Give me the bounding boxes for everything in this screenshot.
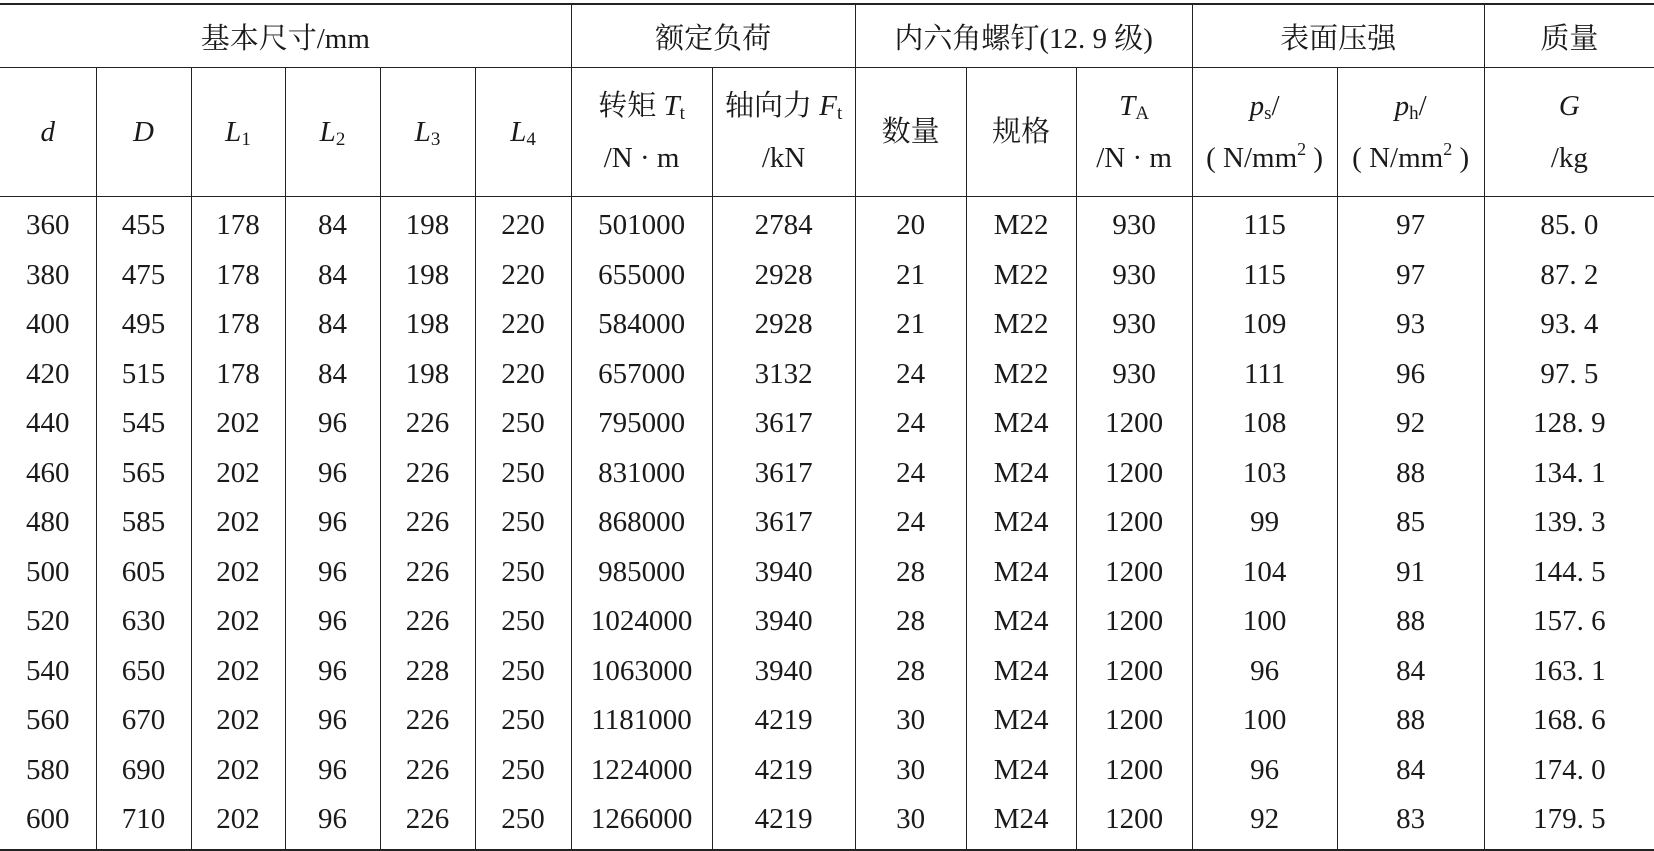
table-cell: M22 — [966, 300, 1076, 350]
table-cell: 1200 — [1076, 548, 1192, 598]
table-row — [0, 251, 1654, 301]
col-L1: $L_1$ — [191, 68, 285, 197]
table-cell: 670 — [96, 696, 191, 746]
table-cell: 97 — [1337, 197, 1484, 251]
table-cell: 831000 — [571, 449, 712, 499]
table-cell: 930 — [1076, 300, 1192, 350]
table-cell: 455 — [96, 197, 191, 251]
table-cell: 20 — [855, 197, 966, 251]
table-cell: 93. 4 — [1484, 300, 1654, 350]
table-cell: 96 — [285, 647, 380, 697]
col-D: D — [96, 68, 191, 197]
col-tightening-torque: $T_A$ /N · m — [1076, 68, 1192, 197]
table-cell: 84 — [1337, 746, 1484, 796]
table-row — [0, 498, 1654, 548]
table-cell: M22 — [966, 197, 1076, 251]
table-cell: 84 — [285, 300, 380, 350]
table-cell: 30 — [855, 696, 966, 746]
col-pressure-ph: $p_h/$ ( $N/mm^2$ ) — [1337, 68, 1484, 197]
table-cell: 495 — [96, 300, 191, 350]
table-cell: 501000 — [571, 197, 712, 251]
table-cell: 179. 5 — [1484, 795, 1654, 850]
table-cell: 24 — [855, 399, 966, 449]
table-cell: 115 — [1192, 251, 1337, 301]
table-cell: 580 — [26, 753, 70, 786]
table-cell: 650 — [96, 647, 191, 697]
table-cell: 475 — [96, 251, 191, 301]
table-cell: 87. 2 — [1484, 251, 1654, 301]
table-cell: 1200 — [1076, 498, 1192, 548]
table-cell: 657000 — [571, 350, 712, 400]
table-cell: 1200 — [1076, 696, 1192, 746]
table-cell: 128. 9 — [1484, 399, 1654, 449]
table-cell: 96 — [1192, 647, 1337, 697]
table-cell: 930 — [1076, 197, 1192, 251]
table-cell: 83 — [1337, 795, 1484, 850]
table-cell: 111 — [1192, 350, 1337, 400]
table-cell: 115 — [1192, 197, 1337, 251]
col-pressure-ps: $p_s/$ ( $N/mm^2$ ) — [1192, 68, 1337, 197]
table-cell: 560 — [26, 704, 70, 737]
table-cell: 178 — [191, 197, 285, 251]
table-cell: 3617 — [712, 449, 855, 499]
table-cell: 1024000 — [571, 597, 712, 647]
table-cell: 96 — [285, 795, 380, 850]
table-cell: 84 — [285, 251, 380, 301]
table-cell: 24 — [855, 449, 966, 499]
table-row — [0, 399, 1654, 449]
table-cell: 202 — [191, 597, 285, 647]
table-cell: 174. 0 — [1484, 746, 1654, 796]
table-cell: 84 — [285, 350, 380, 400]
table-cell: 97. 5 — [1484, 350, 1654, 400]
table-cell: 565 — [96, 449, 191, 499]
table-cell: M24 — [966, 696, 1076, 746]
table-cell: 108 — [1192, 399, 1337, 449]
col-specification: 规格 — [966, 68, 1076, 197]
table-cell: 88 — [1337, 597, 1484, 647]
table-cell: 226 — [380, 449, 475, 499]
table-cell: 104 — [1192, 548, 1337, 598]
table-cell: 202 — [191, 795, 285, 850]
table-cell: 250 — [475, 795, 571, 850]
table-cell: 380 — [26, 258, 70, 291]
table-cell: 710 — [96, 795, 191, 850]
table-cell: 226 — [380, 795, 475, 850]
table-cell: 250 — [475, 597, 571, 647]
col-d: d — [0, 68, 96, 197]
table-cell: 480 — [26, 506, 70, 539]
table-body — [0, 197, 1654, 850]
col-quantity: 数量 — [855, 68, 966, 197]
table-cell: 630 — [96, 597, 191, 647]
table-cell: 96 — [1192, 746, 1337, 796]
table-cell: 202 — [191, 696, 285, 746]
table-cell: 690 — [96, 746, 191, 796]
table-cell: 1200 — [1076, 746, 1192, 796]
table-row — [0, 350, 1654, 400]
group-socket-screw: 内六角螺钉(12. 9 级) — [855, 4, 1192, 68]
table-cell: M24 — [966, 449, 1076, 499]
table-cell: 500 — [26, 555, 70, 588]
coupling-dimension-table — [0, 3, 1654, 851]
table-cell: 226 — [380, 399, 475, 449]
table-cell: 220 — [475, 350, 571, 400]
table-cell: 3617 — [712, 498, 855, 548]
table-cell: 1200 — [1076, 399, 1192, 449]
table-cell: M24 — [966, 498, 1076, 548]
table-cell: 139. 3 — [1484, 498, 1654, 548]
table-cell: 4219 — [712, 746, 855, 796]
col-L4: $L_4$ — [475, 68, 571, 197]
table-cell: 250 — [475, 746, 571, 796]
table-cell: 28 — [855, 548, 966, 598]
table-cell: 226 — [380, 498, 475, 548]
table-cell: 202 — [191, 399, 285, 449]
table-cell: 103 — [1192, 449, 1337, 499]
table-cell: 2784 — [712, 197, 855, 251]
table-cell: 92 — [1192, 795, 1337, 850]
table-cell: 250 — [475, 548, 571, 598]
table-cell: 3940 — [712, 548, 855, 598]
table-cell: 30 — [855, 746, 966, 796]
table-cell: 360 — [26, 209, 70, 242]
table-cell: 440 — [26, 407, 70, 440]
table-cell: 97 — [1337, 251, 1484, 301]
table-cell: 163. 1 — [1484, 647, 1654, 697]
table-cell: 202 — [191, 449, 285, 499]
table-row — [0, 548, 1654, 598]
table-cell: 178 — [191, 251, 285, 301]
table-cell: 88 — [1337, 696, 1484, 746]
table-cell: 3617 — [712, 399, 855, 449]
table-cell: 3940 — [712, 597, 855, 647]
table-cell: 85. 0 — [1484, 197, 1654, 251]
table-cell: 3940 — [712, 647, 855, 697]
table-cell: 1266000 — [571, 795, 712, 850]
table-cell: M24 — [966, 795, 1076, 850]
table-row — [0, 746, 1654, 796]
table-cell: 985000 — [571, 548, 712, 598]
table-cell: M24 — [966, 746, 1076, 796]
table-header — [0, 4, 1654, 197]
table-cell: 226 — [380, 548, 475, 598]
table-cell: 4219 — [712, 795, 855, 850]
table-row — [0, 647, 1654, 697]
table-row — [0, 449, 1654, 499]
table-cell: 202 — [191, 498, 285, 548]
table-cell: 605 — [96, 548, 191, 598]
table-cell: 24 — [855, 350, 966, 400]
table-cell: 460 — [26, 456, 70, 489]
table-cell: 545 — [96, 399, 191, 449]
table-cell: 198 — [380, 350, 475, 400]
table-cell: 202 — [191, 548, 285, 598]
header-group-row — [0, 4, 1654, 68]
table-cell: M24 — [966, 647, 1076, 697]
table-cell: 198 — [380, 300, 475, 350]
table-cell: 420 — [26, 357, 70, 390]
table-cell: M22 — [966, 350, 1076, 400]
col-axial-force: 轴向力 $F_t$ /kN — [712, 68, 855, 197]
table-cell: 1200 — [1076, 647, 1192, 697]
table-cell: M22 — [966, 251, 1076, 301]
header-unit-row — [0, 68, 1654, 197]
table-cell: 220 — [475, 300, 571, 350]
table-cell: 250 — [475, 399, 571, 449]
table-cell: 28 — [855, 647, 966, 697]
table-row — [0, 300, 1654, 350]
table-cell: 24 — [855, 498, 966, 548]
table-cell: M24 — [966, 548, 1076, 598]
table-cell: 1200 — [1076, 597, 1192, 647]
table-cell: 100 — [1192, 597, 1337, 647]
table-cell: 21 — [855, 300, 966, 350]
group-mass: 质量 — [1484, 4, 1654, 68]
table-cell: 84 — [1337, 647, 1484, 697]
table-cell: 100 — [1192, 696, 1337, 746]
table-cell: 88 — [1337, 449, 1484, 499]
table-cell: 144. 5 — [1484, 548, 1654, 598]
table-row — [0, 696, 1654, 746]
table-cell: 226 — [380, 696, 475, 746]
table-cell: 198 — [380, 197, 475, 251]
table-cell: 226 — [380, 746, 475, 796]
table-cell: 96 — [285, 548, 380, 598]
table-cell: 226 — [380, 597, 475, 647]
col-L3: $L_3$ — [380, 68, 475, 197]
table-cell: 134. 1 — [1484, 449, 1654, 499]
table-cell: 250 — [475, 696, 571, 746]
table-cell: 96 — [285, 449, 380, 499]
table-cell: 585 — [96, 498, 191, 548]
table-cell: 99 — [1192, 498, 1337, 548]
table-cell: 96 — [285, 746, 380, 796]
table-cell: 250 — [475, 449, 571, 499]
table-cell: 96 — [1337, 350, 1484, 400]
table-cell: 30 — [855, 795, 966, 850]
table-cell: 250 — [475, 647, 571, 697]
table-cell: 795000 — [571, 399, 712, 449]
table-cell: 28 — [855, 597, 966, 647]
group-basic-dimensions: 基本尺寸/mm — [0, 4, 571, 68]
table-cell: 93 — [1337, 300, 1484, 350]
table-cell: 220 — [475, 197, 571, 251]
table-cell: 2928 — [712, 300, 855, 350]
table-cell: 168. 6 — [1484, 696, 1654, 746]
table-cell: 1200 — [1076, 795, 1192, 850]
table-cell: 21 — [855, 251, 966, 301]
table-cell: 198 — [380, 251, 475, 301]
table-cell: 520 — [26, 605, 70, 638]
table-row — [0, 197, 1654, 251]
table-cell: 202 — [191, 746, 285, 796]
table-cell: 930 — [1076, 350, 1192, 400]
table-cell: 178 — [191, 300, 285, 350]
table-cell: 1181000 — [571, 696, 712, 746]
table-cell: 1063000 — [571, 647, 712, 697]
table-cell: 96 — [285, 399, 380, 449]
col-L2: $L_2$ — [285, 68, 380, 197]
table-cell: 868000 — [571, 498, 712, 548]
table-cell: 1200 — [1076, 449, 1192, 499]
col-torque: 转矩 $T_t$ /N · m — [571, 68, 712, 197]
table-cell: 1224000 — [571, 746, 712, 796]
table-cell: 178 — [191, 350, 285, 400]
table-cell: 92 — [1337, 399, 1484, 449]
table-cell: 96 — [285, 498, 380, 548]
table-cell: 157. 6 — [1484, 597, 1654, 647]
table-cell: M24 — [966, 597, 1076, 647]
table-row — [0, 795, 1654, 850]
table-cell: 400 — [26, 308, 70, 341]
table-cell: 202 — [191, 647, 285, 697]
table-cell: 3132 — [712, 350, 855, 400]
table-cell: 2928 — [712, 251, 855, 301]
group-rated-load: 额定负荷 — [571, 4, 855, 68]
table-cell: 250 — [475, 498, 571, 548]
table-cell: 109 — [1192, 300, 1337, 350]
table-cell: M24 — [966, 399, 1076, 449]
table-cell: 584000 — [571, 300, 712, 350]
table-cell: 655000 — [571, 251, 712, 301]
table-cell: 228 — [380, 647, 475, 697]
table-cell: 220 — [475, 251, 571, 301]
table-cell: 96 — [285, 696, 380, 746]
table-row — [0, 597, 1654, 647]
table-cell: 85 — [1337, 498, 1484, 548]
table-cell: 515 — [96, 350, 191, 400]
table-cell: 930 — [1076, 251, 1192, 301]
col-mass: G /kg — [1484, 68, 1654, 197]
table-cell: 4219 — [712, 696, 855, 746]
table-cell: 540 — [26, 654, 70, 687]
table-cell: 84 — [285, 197, 380, 251]
table-cell: 91 — [1337, 548, 1484, 598]
table-cell: 96 — [285, 597, 380, 647]
group-surface-pressure: 表面压强 — [1192, 4, 1484, 68]
table-cell: 600 — [0, 795, 96, 850]
